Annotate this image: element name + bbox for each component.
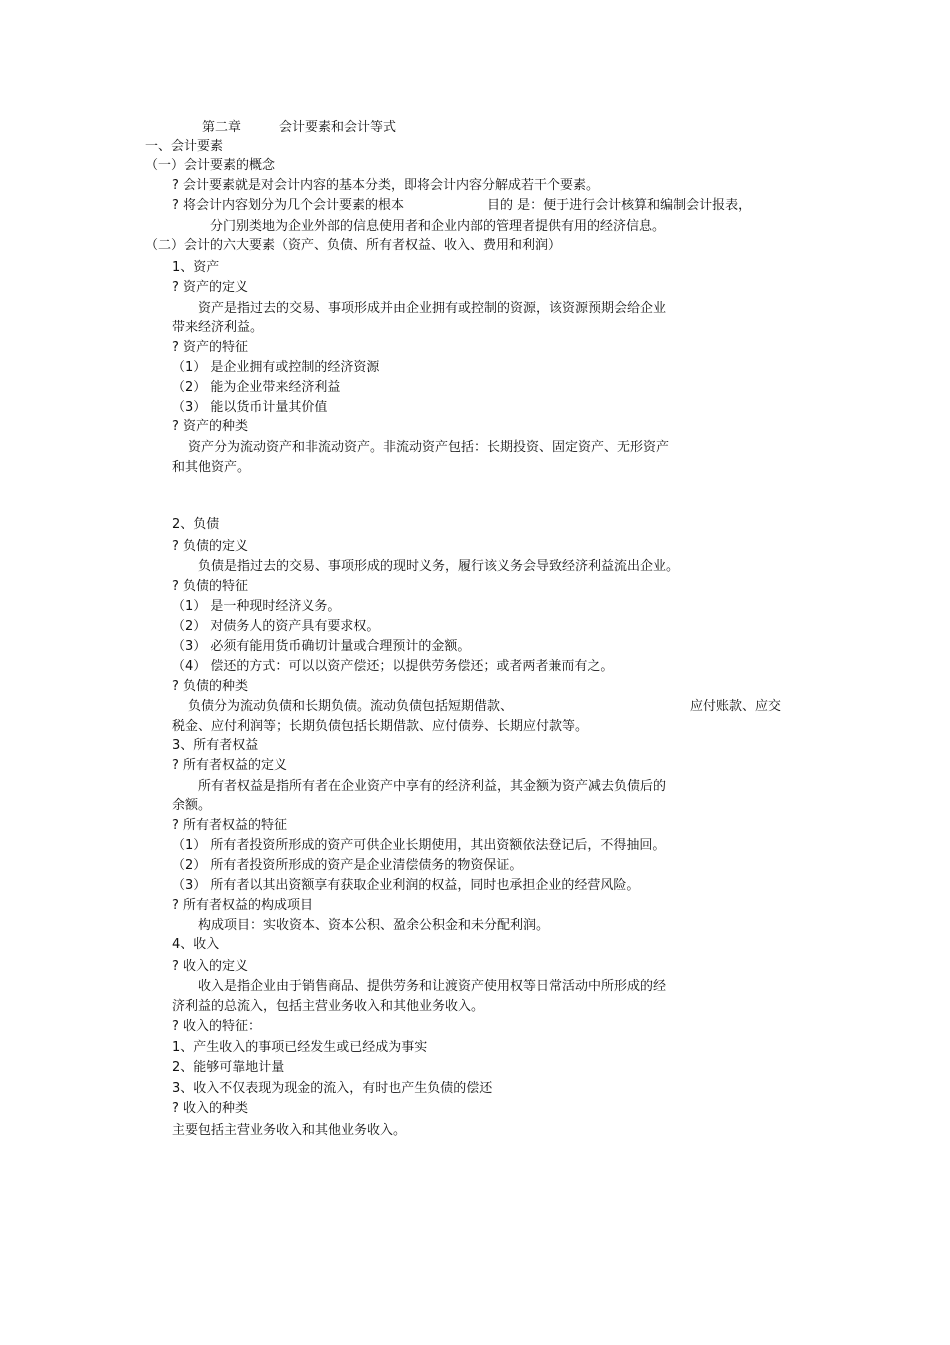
- list-item: 1、产生收入的事项已经发生或已经成为事实: [172, 1040, 428, 1055]
- item-heading: 4、收入: [172, 937, 220, 952]
- bullet-heading: ? 资产的定义: [172, 280, 249, 295]
- list-item: （1） 所有者投资所形成的资产可供企业长期使用，其出资额依法登记后，不得抽回。: [172, 838, 666, 853]
- list-item: （1） 是企业拥有或控制的经济资源: [172, 360, 380, 375]
- bullet-heading: ? 资产的特征: [172, 340, 249, 355]
- text-line: 和其他资产。: [172, 460, 251, 475]
- text-line: 目的 是：便于进行会计核算和编制会计报表，: [487, 198, 752, 213]
- item-heading: 2、负债: [172, 517, 220, 532]
- list-item: （2） 对债务人的资产具有要求权。: [172, 619, 380, 634]
- chapter-heading: [202, 119, 396, 136]
- bullet-heading: ? 负债的特征: [172, 579, 249, 594]
- chapter-title: 会计要素和会计等式: [279, 120, 397, 135]
- list-item: （3） 必须有能用货币确切计量或合理预计的金额。: [172, 639, 471, 654]
- text-line: 构成项目：实收资本、资本公积、盈余公积金和未分配利润。: [198, 918, 550, 933]
- text-line: 负债是指过去的交易、事项形成的现时义务，履行该义务会导致经济利益流出企业。: [198, 559, 680, 574]
- chapter-number: 第二章: [202, 120, 242, 135]
- text-line: 济利益的总流入，包括主营业务收入和其他业务收入。: [172, 999, 485, 1014]
- text-line: 带来经济利益。: [172, 320, 264, 335]
- text-line: 资产是指过去的交易、事项形成并由企业拥有或控制的资源，该资源预期会给企业: [198, 301, 667, 316]
- list-item: （3） 所有者以其出资额享有获取企业利润的权益，同时也承担企业的经营风险。: [172, 878, 640, 893]
- list-item: （3） 能以货币计量其价值: [172, 400, 328, 415]
- bullet-heading: ? 所有者权益的定义: [172, 758, 288, 773]
- text-line: 负债分为流动负债和长期负债。流动负债包括短期借款、: [188, 699, 514, 714]
- item-heading: 3、所有者权益: [172, 738, 259, 753]
- text-line: 收入是指企业由于销售商品、提供劳务和让渡资产使用权等日常活动中所形成的经: [198, 979, 667, 994]
- list-item: （4） 偿还的方式：可以以资产偿还；以提供劳务偿还；或者两者兼而有之。: [172, 659, 614, 674]
- bullet-heading: ? 所有者权益的构成项目: [172, 898, 314, 913]
- bullet-heading: ? 负债的定义: [172, 539, 249, 554]
- bullet-heading: ? 负债的种类: [172, 679, 249, 694]
- subsection-heading: （一）会计要素的概念: [145, 158, 276, 173]
- text-line: 税金、应付利润等；长期负债包括长期借款、应付债券、长期应付款等。: [172, 719, 589, 734]
- text-line: ? 将会计内容划分为几个会计要素的根本: [172, 198, 405, 213]
- bullet-heading: ? 资产的种类: [172, 419, 249, 434]
- list-item: （2） 能为企业带来经济利益: [172, 380, 341, 395]
- text-line: 主要包括主营业务收入和其他业务收入。: [172, 1123, 407, 1138]
- text-line: ? 会计要素就是对会计内容的基本分类，即将会计内容分解成若干个要素。: [172, 178, 600, 193]
- text-line: 应付账款、应交: [690, 699, 782, 714]
- list-item: （2） 所有者投资所形成的资产是企业清偿债务的物资保证。: [172, 858, 523, 873]
- bullet-heading: ? 所有者权益的特征: [172, 818, 288, 833]
- text-line: 余额。: [172, 798, 212, 813]
- bullet-heading: ? 收入的种类: [172, 1101, 249, 1116]
- text-line: 资产分为流动资产和非流动资产。非流动资产包括：长期投资、固定资产、无形资产: [188, 440, 670, 455]
- text-line: 所有者权益是指所有者在企业资产中享有的经济利益，其金额为资产减去负债后的: [198, 779, 667, 794]
- bullet-heading: ? 收入的特征：: [172, 1019, 262, 1034]
- item-heading: 1、资产: [172, 260, 220, 275]
- text-line: 分门别类地为企业外部的信息使用者和企业内部的管理者提供有用的经济信息。: [210, 219, 666, 234]
- subsection-heading: （二）会计的六大要素（资产、负债、所有者权益、收入、费用和利润）: [145, 238, 562, 253]
- list-item: 2、能够可靠地计量: [172, 1060, 285, 1075]
- list-item: （1） 是一种现时经济义务。: [172, 599, 341, 614]
- list-item: 3、收入不仅表现为现金的流入，有时也产生负债的偿还: [172, 1081, 493, 1096]
- bullet-heading: ? 收入的定义: [172, 959, 249, 974]
- section-heading: 一、会计要素: [145, 139, 224, 154]
